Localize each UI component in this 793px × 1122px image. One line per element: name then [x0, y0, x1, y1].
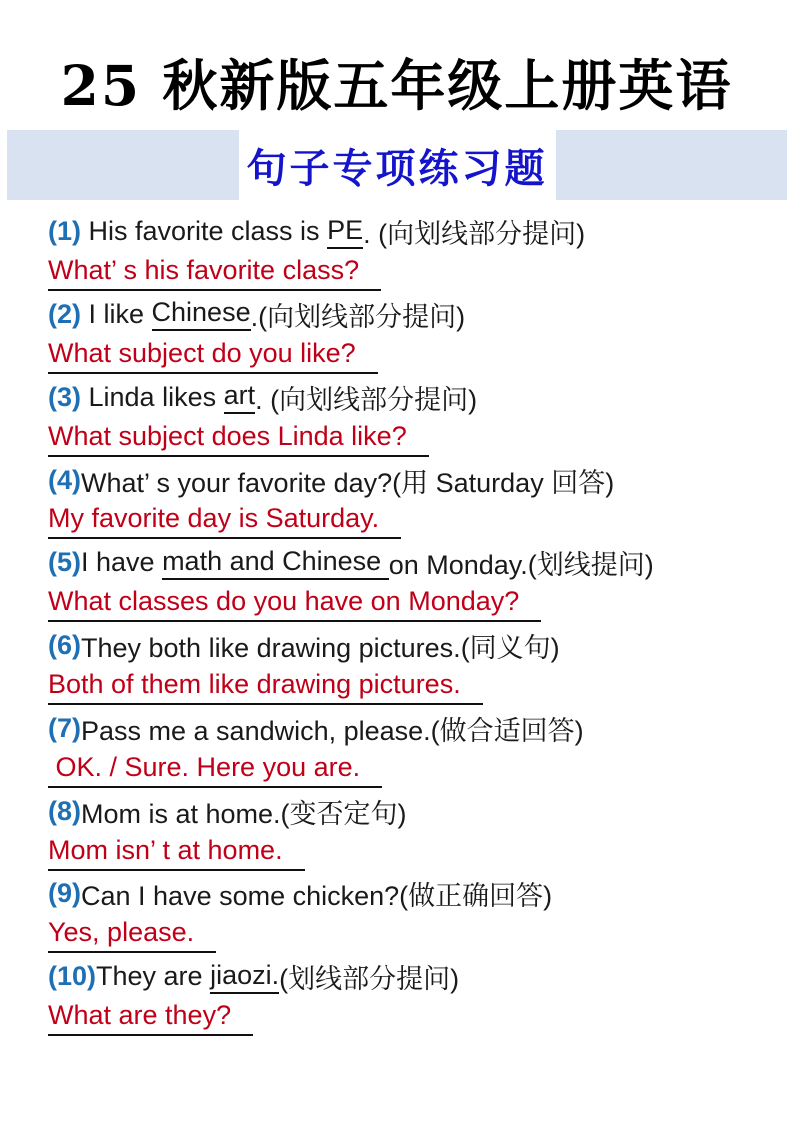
- question-number: (4): [48, 464, 81, 495]
- answer-text: What subject does Linda like?: [48, 421, 429, 457]
- question-line: [48, 708, 773, 749]
- answer-text: Mom isn’ t at home.: [48, 835, 305, 871]
- underlined-phrase: Chinese: [152, 297, 251, 331]
- underlined-phrase: art: [224, 380, 256, 414]
- question-number: (3): [48, 381, 81, 412]
- answer-line: [48, 749, 773, 790]
- worksheet-subtitle: 句子专项练习题: [246, 144, 548, 192]
- answer-text: My favorite day is Saturday.: [48, 503, 401, 539]
- underlined-phrase: PE: [327, 215, 363, 249]
- question-line: [48, 873, 773, 914]
- answer-line: [48, 252, 773, 293]
- answer-text: What classes do you have on Monday?: [48, 586, 541, 622]
- answer-line: [48, 666, 773, 707]
- question-number: (7): [48, 712, 81, 743]
- question-text: Can I have some chicken?(做正确回答): [81, 881, 553, 912]
- question-text: I like: [81, 298, 152, 329]
- question-number: (5): [48, 547, 81, 578]
- question-line: [48, 459, 773, 500]
- question-text: . (向划线部分提问): [363, 219, 586, 250]
- underlined-phrase: jiaozi.: [210, 960, 279, 994]
- exercise-list: [48, 211, 773, 1039]
- question-number: (8): [48, 795, 81, 826]
- question-number: (9): [48, 878, 81, 909]
- answer-line: [48, 997, 773, 1038]
- question-text: Pass me a sandwich, please.(做合适回答): [81, 715, 584, 746]
- question-line: [48, 542, 773, 583]
- question-text: Linda likes: [81, 381, 224, 412]
- question-line: [48, 956, 773, 997]
- question-text: They both like drawing pictures.(同义句): [81, 633, 560, 664]
- question-text: I have: [81, 547, 163, 578]
- answer-text: OK. / Sure. Here you are.: [48, 752, 382, 788]
- question-line: [48, 625, 773, 666]
- answer-text: Yes, please.: [48, 917, 216, 953]
- question-number: (2): [48, 298, 81, 329]
- question-text: .(向划线部分提问): [250, 301, 466, 332]
- answer-text: What are they?: [48, 1000, 253, 1036]
- question-line: [48, 211, 773, 252]
- question-line: [48, 790, 773, 831]
- subtitle-band: [7, 130, 787, 200]
- question-number: (10): [48, 961, 97, 992]
- question-number: (1): [48, 216, 81, 247]
- answer-line: [48, 915, 773, 956]
- answer-text: Both of them like drawing pictures.: [48, 669, 483, 705]
- question-text: . (向划线部分提问): [255, 384, 478, 415]
- underlined-phrase: math and Chinese: [162, 546, 389, 580]
- worksheet-title: 25 秋新版五年级上册英语: [60, 53, 733, 118]
- question-text: on Monday.(划线提问): [388, 550, 654, 581]
- question-text: What’ s your favorite day?(用 Saturday 回答): [81, 467, 615, 498]
- answer-line: [48, 501, 773, 542]
- answer-text: What’ s his favorite class?: [48, 255, 381, 291]
- answer-line: [48, 584, 773, 625]
- answer-line: [48, 418, 773, 459]
- question-line: [48, 377, 773, 418]
- question-text: (划线部分提问): [279, 964, 460, 995]
- question-text: They are: [96, 961, 211, 992]
- question-line: [48, 294, 773, 335]
- question-number: (6): [48, 630, 81, 661]
- question-text: His favorite class is: [81, 216, 328, 247]
- answer-line: [48, 832, 773, 873]
- answer-line: [48, 335, 773, 376]
- subtitle-box: [239, 130, 556, 200]
- question-text: Mom is at home.(变否定句): [81, 798, 407, 829]
- answer-text: What subject do you like?: [48, 338, 378, 374]
